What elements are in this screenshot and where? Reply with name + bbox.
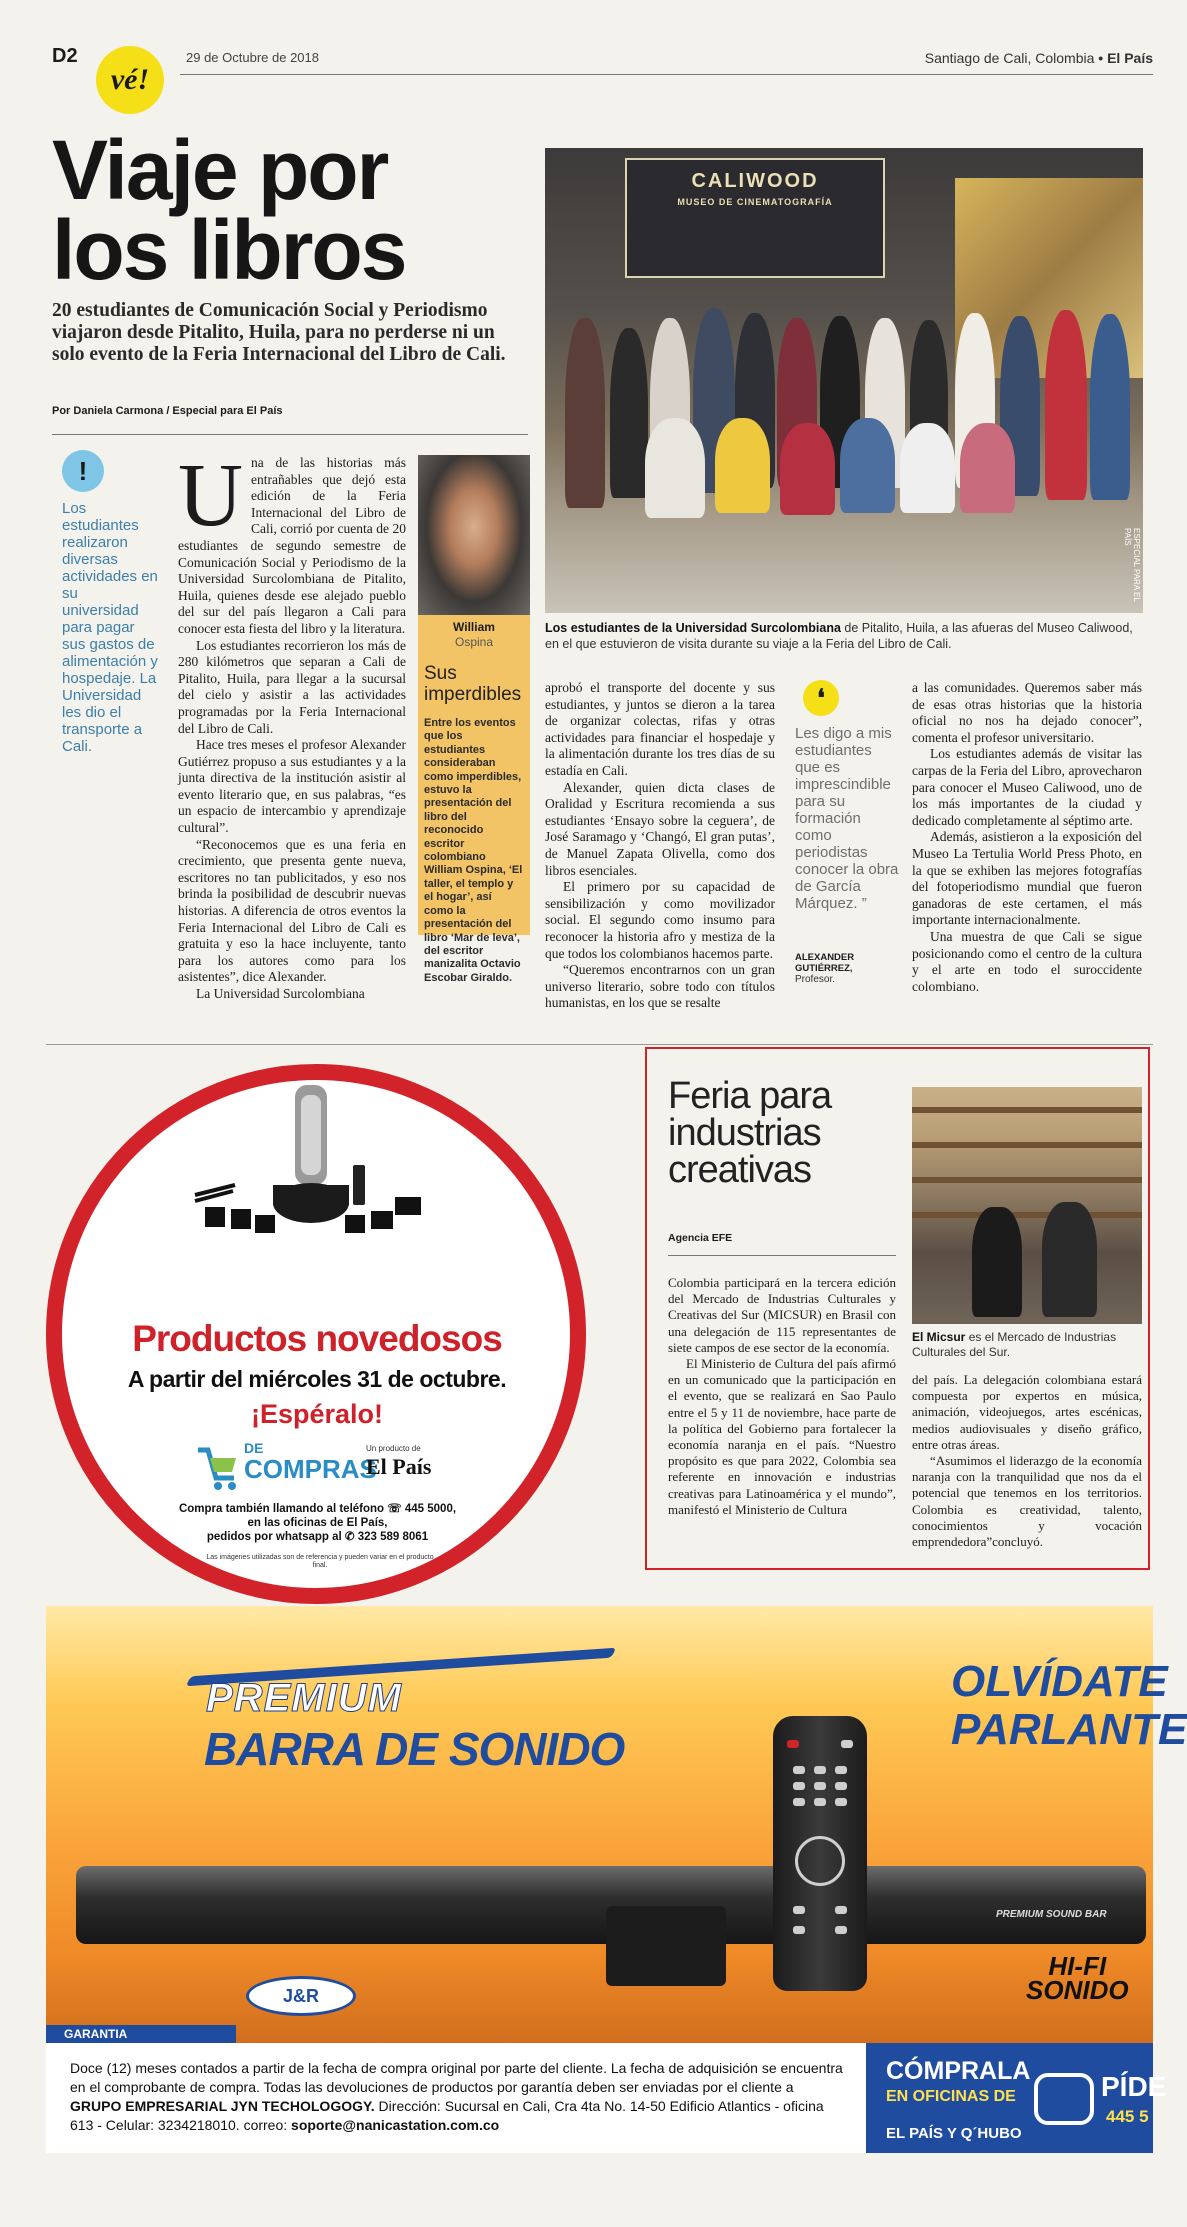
- col3-p3: Además, asistieron a la exposición del Museo La Tertulia World Press Photo, en la que se exhiben las mejores fotografías del fotoperiodismo mundial que fueron ganadoras de este certamen, el más importante internacionalmente.: [912, 829, 1142, 928]
- buy-line-2: EL PAÍS Y Q´HUBO: [886, 2125, 1022, 2142]
- ad-headline: Productos novedosos: [132, 1318, 502, 1359]
- col2-p1: aprobó el transporte del docente y sus estudiantes, y juntos se dieron a la tarea de organizar colectas, rifas y otras actividades para financiar el hospedaje y la alimentación durante los tres días de su estadía en Cali.: [545, 680, 775, 778]
- buy-title: CÓMPRALA: [886, 2057, 1031, 2085]
- shopping-cart-icon: [196, 1442, 240, 1492]
- brand-by: Un producto de: [366, 1444, 421, 1453]
- caliwood-group-photo: [545, 148, 1143, 613]
- ad-contact: [120, 1502, 515, 1544]
- students-group: [555, 288, 1135, 548]
- pide-label: PÍDE: [1101, 2071, 1167, 2102]
- dropcap: U: [178, 446, 243, 545]
- col1-p4: “Reconocemos que es una feria en crecimiento, que presenta gente nueva, escritores no tan publicitados, y eso nos brinda la posibilidad de descubrir nuevas historias. A diferencia de otros eventos la Feria Internacional del Libro de Cali es gratuita y eso la hace incluyente, tanto para los autores como para los asistentes”, dice Alexander.: [178, 836, 406, 985]
- sidenote: Los estudiantes realizaron diversas actividades en su universidad para pagar sus gastos de alimentación y hospedaje. La Universidad les dio el transporte a Cali.: [62, 500, 158, 755]
- buy-panel: [866, 2043, 1167, 2153]
- section-divider: [46, 1044, 1153, 1045]
- feria-p2: El Ministerio de Cultura del país afirmó en un comunicado que la participación en el evento, que se realizará en Sao Paulo entre el 5 y 11 de noviembre, hace parte de la política del Gobierno para fortalecer la economía naranja en el país. “Nuestro propósito es que para 2022, Colombia sea referente en innovación e industrias creativas para Latinoamérica y el mundo”, manifestó el Ministerio de Cultura: [668, 1356, 896, 1517]
- photo-credit: ESPECIAL PARA EL PAÍS: [1123, 528, 1141, 602]
- caliwood-sign: [625, 158, 885, 278]
- sidebar-name: William: [453, 620, 495, 634]
- feria-p4: “Asumimos el liderazgo de la economía naranja con la tranquilidad que nos da el potencial que tenemos en los territorios. Colombia es creatividad, talento, conocimientos y vocación emprendedora”concluyó.: [912, 1453, 1142, 1550]
- location-text: Santiago de Cali, Colombia: [924, 50, 1095, 66]
- ad-product: BARRA DE SONIDO: [204, 1723, 625, 1775]
- section-logo: vé!: [96, 46, 164, 114]
- body-column-3: [912, 680, 1142, 995]
- col3-p4: Una muestra de que Cali se sigue posicionando como el centro de la cultura y el arte en todo el suroccidente colombiano.: [912, 928, 1142, 994]
- soundbar-label: PREMIUM SOUND BAR: [996, 1909, 1107, 1920]
- sidebar-title: Sus imperdibles: [424, 663, 522, 705]
- caption-text: de Pitalito, Huila, a las afueras del Museo Caliwood, en el que estuvieron de visita durante su viaje a la Feria del Libro de Cali.: [545, 621, 1133, 651]
- trimmer-product-image: [195, 1085, 425, 1245]
- buy-line-1: EN OFICINAS DE: [886, 2088, 1016, 2105]
- micsur-caption: [912, 1330, 1144, 1360]
- ad-fine-print: Las imágenes utilizadas son de referencia y pueden variar en el producto final.: [206, 1554, 434, 1569]
- contact-line-3: pedidos por whatsapp al: [206, 1531, 342, 1543]
- col1-p5: La Universidad Surcolombiana: [196, 986, 365, 1001]
- quote-author: ALEXANDER GUTIÉRREZ,: [795, 952, 855, 974]
- brand-de: DE: [244, 1440, 264, 1456]
- contact-phone-2: 323 589 8061: [357, 1531, 429, 1543]
- fcap-lead: El Micsur: [912, 1330, 966, 1344]
- body-column-1: [178, 446, 406, 1003]
- guarantee-text: [46, 2043, 866, 2153]
- sign-subtitle: MUSEO DE CINEMATOGRAFÍA: [677, 197, 833, 207]
- guarantee-email: soporte@nanicastation.com.co: [291, 2117, 500, 2133]
- jr-logo: J&R: [246, 1976, 356, 2016]
- col2-p3: El primero por su capacidad de sensibilización y como movilizador social. El segundo como insumo para reconocer la historia afro y mestiza de la que todos los colombianos hacemos parte.: [545, 879, 775, 961]
- garantia-label: GARANTIA: [46, 2025, 236, 2043]
- article-title: [52, 123, 406, 297]
- byline: Por Daniela Carmona / Especial para El País: [52, 405, 283, 417]
- telephone-icon: [1034, 2073, 1094, 2125]
- issue-date: 29 de Octubre de 2018: [186, 50, 319, 65]
- sidebar-surname: Ospina: [454, 635, 494, 649]
- feria-column-2: [912, 1372, 1142, 1550]
- title-line-1: Viaje por: [52, 123, 388, 217]
- remote-control-image: [773, 1716, 867, 1991]
- guarantee-part-2: Dirección: Sucursal en Cali, Cra 4ta No. 14-50 Edificio Atlantics - oficina 613 - Celular: 3234218010. correo:: [70, 2098, 824, 2133]
- ad-olvidate: [951, 1658, 1187, 1754]
- de-compras-logo: [196, 1438, 476, 1500]
- micsur-photo: [912, 1087, 1142, 1324]
- feria-agency: Agencia EFE: [668, 1232, 733, 1244]
- whatsapp-icon: ✆: [344, 1531, 355, 1543]
- caption-lead: Los estudiantes de la Universidad Surcolombiana: [545, 621, 841, 635]
- contact-line-2: en las oficinas de El País,: [247, 1517, 388, 1529]
- exclamation-icon: !: [62, 450, 104, 492]
- pull-quote: Les digo a mis estudiantes que es imprescindible para su formación como periodistas conocer la obra de García Márquez. ”: [795, 725, 899, 912]
- brand-compras: COMPRAS: [244, 1454, 377, 1484]
- guarantee-part-1: Doce (12) meses contados a partir de la fecha de compra original por parte del cliente. La fecha de adquisición se encuentra en el comprobante de compra. Todas las devoluciones de productos por garantía deben ser enviadas por el cliente a: [70, 2060, 843, 2095]
- contact-line-1: Compra también llamando al teléfono: [178, 1503, 385, 1515]
- hifi-label: [1026, 1951, 1129, 2005]
- ad-premium: PREMIUM: [206, 1676, 402, 1720]
- olvidate-line-2: PARLANTE: [951, 1705, 1187, 1754]
- col3-p2: Los estudiantes además de visitar las carpas de la Feria del Libro, aprovecharon para conocer el Museo Caliwood, uno de los más importantes de la ciudad y dedicado completamente al séptimo arte.: [912, 746, 1142, 828]
- phone-icon: ☏: [387, 1503, 402, 1515]
- sign-title: CALIWOOD: [691, 170, 819, 192]
- olvidate-line-1: OLVÍDATE: [951, 1657, 1168, 1706]
- william-ospina-photo: [418, 455, 530, 615]
- ad-cta: ¡Espéralo!: [250, 1399, 384, 1429]
- col1-p3: Hace tres meses el profesor Alexander Gutiérrez propuso a sus estudiantes y a la junta directiva de la institución asistir al evento literario que, en sus palabras, “es un espacio de intercambio y aprendizaje cultural”.: [178, 737, 406, 836]
- quote-icon: ❛: [803, 680, 839, 716]
- col3-p1: a las comunidades. Queremos saber más de esas otras historias que la historia oficial no nos ha dejado conocer”, comenta el profesor universitario.: [912, 680, 1142, 745]
- hifi-line-2: SONIDO: [1026, 1975, 1129, 2005]
- feria-p3: del país. La delegación colombiana estará compuesta por expertos en música, animación, videojuegos, artes escénicas, medios audiovisuales y diseño gráfico, entre otras áreas.: [912, 1372, 1142, 1452]
- col1-p2: Los estudiantes recorrieron los más de 280 kilómetros que separan a Cali de Pitalito, Huila, para llegar a la sucursal del cielo y asistir a las actividades programadas por la Feria Internacional del Libro de Cali.: [178, 637, 406, 736]
- power-adapter-image: [606, 1906, 726, 1986]
- photo-caption: [545, 620, 1143, 652]
- col2-p2: Alexander, quien dicta clases de Oralidad y Escritura recomienda a sus estudiantes ‘Ensayo sobre la ceguera’, de José Saramago y ‘Changó, El gran putas’, de Manuel Zapata Olivella, como dos libros esenciales.: [545, 779, 775, 878]
- hifi-line-1: HI-FI: [1048, 1951, 1107, 1981]
- byline-rule: [52, 434, 528, 435]
- feria-rule: [668, 1255, 896, 1256]
- header-rule: [180, 74, 1153, 75]
- page-number: D2: [52, 45, 78, 67]
- soundbar-ad: [46, 1606, 1187, 2043]
- feria-column-1: [668, 1275, 896, 1518]
- feria-title: Feria para industrias creativas: [668, 1075, 832, 1191]
- ad-subline: A partir del miércoles 31 de octubre.: [127, 1366, 507, 1392]
- body-column-2: [545, 680, 775, 1012]
- pide-number: 445 5: [1106, 2107, 1149, 2126]
- col1-p1: na de las historias más entrañables que dejó esta edición de la Feria Internacional del Libro de Cali, corrió por cuenta de 20 estudiantes de segundo semestre de Comunicación Social y Periodismo de la Universidad Surcolombiana de Pitalito, Huila, quienes desde ese alejado pueblo del sur del país llegaron a Cali para conocer esta fiesta del libro y la literatura.: [178, 455, 406, 636]
- brand-paper: El País: [366, 1454, 432, 1479]
- quote-role: Profesor.: [795, 974, 836, 985]
- article-deck: 20 estudiantes de Comunicación Social y Periodismo viajaron desde Pitalito, Huila, para no perderse ni un solo evento de la Feria Internacional del Libro de Cali.: [52, 300, 506, 365]
- feria-p1: Colombia participará en la tercera edición del Mercado de Industrias Culturales y Creativas del Sur (MICSUR) en Brasil con una delegación de 115 representantes de siete campos de ese sector de la economía.: [668, 1275, 896, 1355]
- title-line-2: los libros: [52, 203, 406, 297]
- guarantee-company: GRUPO EMPRESARIAL JYN TECHOLOGOGY.: [70, 2098, 375, 2114]
- location-bullet: •: [1098, 50, 1104, 66]
- edition-location: [925, 50, 1153, 66]
- paper-name: El País: [1107, 50, 1153, 66]
- fcap-text: es el Mercado de Industrias Culturales del Sur.: [912, 1330, 1117, 1359]
- imperdibles-sidebar: [418, 455, 530, 984]
- col2-p4: “Queremos encontrarnos con un gran universo literario, sobre todo con títulos humanistas, en los que se resalte: [545, 962, 775, 1011]
- contact-phone-1: 445 5000,: [404, 1503, 457, 1515]
- sidebar-text: Entre los eventos que los estudiantes consideraban como imperdibles, estuvo la presentación del libro del reconocido escritor colombiano William Ospina, ‘El taller, el templo y el hogar’, así como la presentación del libro ‘Mar de leva’, del escritor manizalita Octavio Escobar Giraldo.: [424, 717, 523, 984]
